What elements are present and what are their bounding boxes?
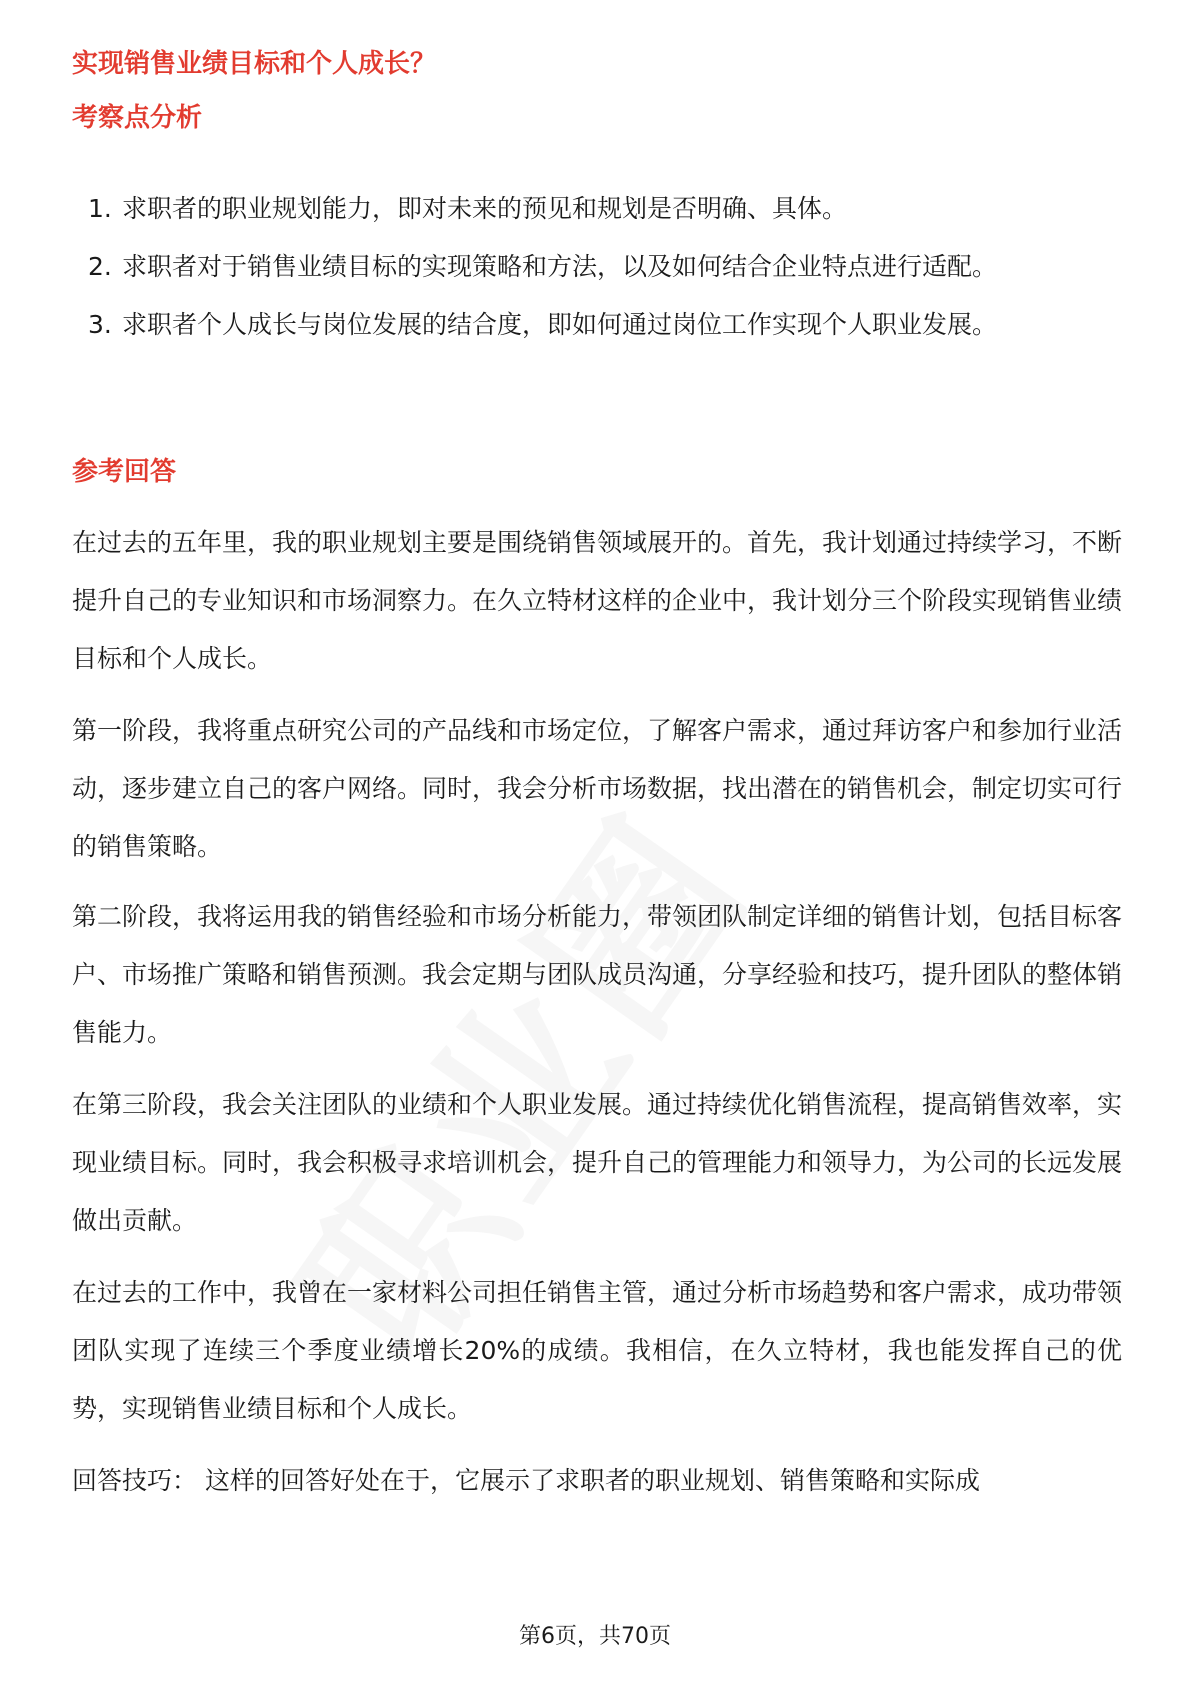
list-item-number: 2. bbox=[88, 252, 112, 281]
page-number: 第6页，共70页 bbox=[519, 1624, 671, 1649]
list-item-text: 求职者个人成长与岗位发展的结合度，即如何通过岗位工作实现个人职业发展。 bbox=[122, 310, 998, 339]
answer-paragraph: 在过去的五年里，我的职业规划主要是围绕销售领域展开的。首先，我计划通过持续学习，不断提升自己的专业知识和市场洞察力。在久立特材这样的企业中，我计划分三个阶段实现销售业绩目标和个人成长。 bbox=[72, 528, 1123, 673]
list-item-text: 求职者的职业规划能力，即对未来的预见和规划是否明确、具体。 bbox=[122, 194, 848, 223]
list-item bbox=[72, 296, 1122, 354]
list-item bbox=[72, 180, 1122, 238]
question-heading: 实现销售业绩目标和个人成长？ bbox=[72, 49, 437, 79]
list-item-number: 3. bbox=[88, 310, 112, 339]
answer-paragraph: 在第三阶段，我会关注团队的业绩和个人职业发展。通过持续优化销售流程，提高销售效率，实现业绩目标。同时，我会积极寻求培训机会，提升自己的管理能力和领导力，为公司的长远发展做出贡献。 bbox=[72, 1090, 1123, 1235]
list-item-text: 求职者对于销售业绩目标的实现策略和方法，以及如何结合企业特点进行适配。 bbox=[122, 252, 998, 281]
answer-paragraph: 在过去的工作中，我曾在一家材料公司担任销售主管，通过分析市场趋势和客户需求，成功带领团队实现了连续三个季度业绩增长20%的成绩。我相信，在久立特材，我也能发挥自己的优势，实现销售业绩目标和个人成长。 bbox=[72, 1278, 1123, 1423]
answer-heading: 参考回答 bbox=[72, 457, 177, 487]
answer-tip-paragraph: 回答技巧： 这样的回答好处在于，它展示了求职者的职业规划、销售策略和实际成 bbox=[72, 1466, 980, 1495]
analysis-heading: 考察点分析 bbox=[72, 103, 203, 133]
list-item bbox=[72, 238, 1122, 296]
answer-paragraph: 第一阶段，我将重点研究公司的产品线和市场定位，了解客户需求，通过拜访客户和参加行业活动，逐步建立自己的客户网络。同时，我会分析市场数据，找出潜在的销售机会，制定切实可行的销售策略。 bbox=[72, 716, 1123, 861]
list-item-number: 1. bbox=[88, 194, 112, 223]
answer-paragraph: 第二阶段，我将运用我的销售经验和市场分析能力，带领团队制定详细的销售计划，包括目标客户、市场推广策略和销售预测。我会定期与团队成员沟通，分享经验和技巧，提升团队的整体销售能力。 bbox=[72, 902, 1123, 1047]
analysis-list bbox=[72, 180, 1122, 354]
